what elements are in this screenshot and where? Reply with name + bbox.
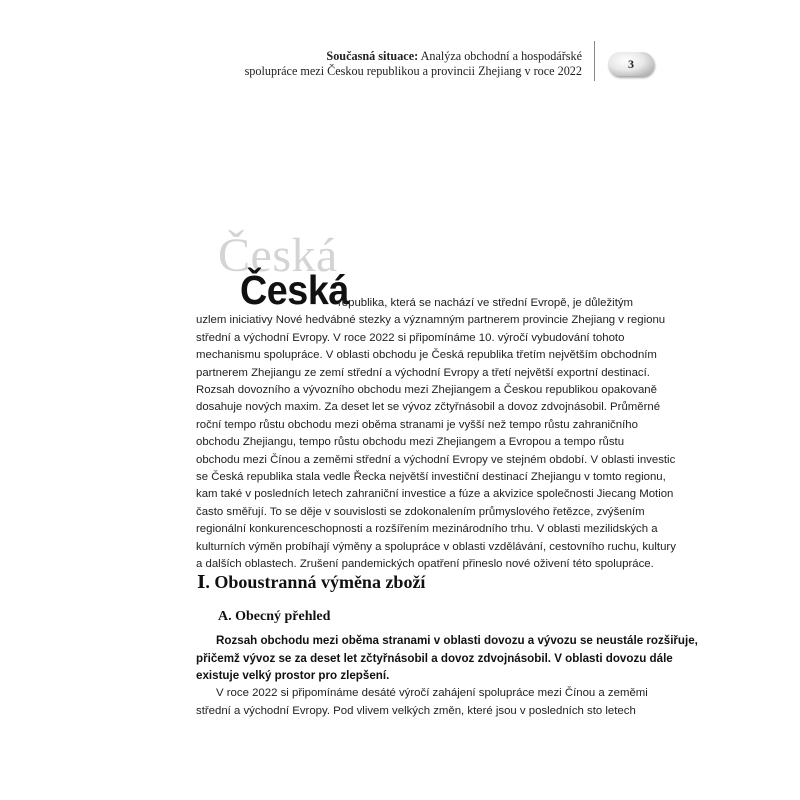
text-line: partnerem Zhejiangu ze zemí střední a východní Evropy a třetí největší exportní destinací.	[196, 366, 650, 379]
section-heading: Ⅰ. Oboustranná výměna zboží	[197, 572, 426, 592]
text-line: a dalších oblastech. Zrušení pandemických opatření přineslo nové oživení této spolupráce.	[196, 558, 654, 571]
header-line-2: spolupráce mezi Českou republikou a provincii Zhejiang v roce 2022	[244, 64, 582, 78]
text-line: přičemž vývoz se za deset let zčtyřnásobil a dovoz zdvojnásobil. V oblasti dovozu dále	[196, 651, 673, 665]
page-number: 3	[628, 56, 634, 71]
text-line: dosahuje nových maxim. Za deset let se vývoz zčtyřnásobil a dovoz zdvojnásobil. Průměrné	[196, 401, 661, 414]
text-line: kam také v posledních letech zahraniční investice a fúze a akvizice společnosti Jiecang Motion	[196, 488, 674, 501]
text-line: republika, která se nachází ve střední Evropě, je důležitým	[338, 297, 634, 309]
text-line: existuje velký prostor pro zlepšení.	[196, 669, 390, 682]
header-title-rest: Analýza obchodní a hospodářské	[420, 49, 582, 63]
text-line: mechanismu spolupráce. V oblasti obchodu je Česká republika třetím největším obchodním	[196, 349, 657, 362]
text-line: často směřují. To se děje v souvislosti se zdokonalením průmyslového řetězce, zvýšením	[196, 505, 645, 518]
text-line: uzlem iniciativy Nové hedvábné stezky a významným partnerem provincie Zhejiang v regionu	[196, 314, 666, 327]
text-line: kulturních výměn probíhají výměny a spolupráce v oblasti vzdělávání, cestovního ruchu, kultury	[196, 540, 676, 553]
text-line: Rozsah dovozního a vývozního obchodu mezi Zhejiangem a Českou republikou opakovaně	[196, 384, 657, 397]
text-line: obchodu mezi Čínou a zeměmi střední a východní Evropy ve stejném období. V oblasti investic	[196, 453, 676, 466]
bold-summary-paragraph	[196, 632, 698, 685]
intro-paragraph	[196, 295, 676, 574]
dropcap-word: Česká	[240, 267, 349, 313]
text-line: regionální konkurenceschopnosti a rozšířením mezinárodního trhu. V oblasti mezilidských a	[196, 523, 658, 536]
header-title-bold: Současná situace:	[326, 49, 419, 63]
text-line: se Česká republika stala vedle Řecka největší investiční destinací Zhejiangu v tomto regionu,	[196, 471, 666, 484]
body-paragraph	[196, 685, 648, 720]
text-line: Rozsah obchodu mezi oběma stranami v oblasti dovozu a vývozu se neustále rozšiřuje,	[216, 634, 698, 647]
text-line: střední a východní Evropy. Pod vlivem velkých změn, které jsou v posledních sto letech	[196, 704, 636, 717]
text-line: střední a východní Evropy. V roce 2022 si připomínáme 10. výročí vybudování tohoto	[196, 331, 625, 344]
dropcap-shadow: Česká	[218, 229, 338, 282]
header-rule-tick	[594, 41, 595, 49]
sub-heading: A. Obecný přehled	[218, 609, 331, 624]
text-line: V roce 2022 si připomínáme desáté výročí zahájení spolupráce mezi Čínou a zeměmi	[216, 687, 648, 699]
running-header	[162, 49, 595, 81]
text-line: roční tempo růstu obchodu mezi oběma stranami je vyšší než tempo růstu zahraničního	[196, 418, 638, 431]
text-line: obchodu Zhejiangu, tempo růstu obchodu mezi Zhejiangem a Evropou a tempo růstu	[196, 436, 625, 449]
page-number-badge	[608, 52, 654, 76]
header-line-1	[162, 49, 582, 64]
